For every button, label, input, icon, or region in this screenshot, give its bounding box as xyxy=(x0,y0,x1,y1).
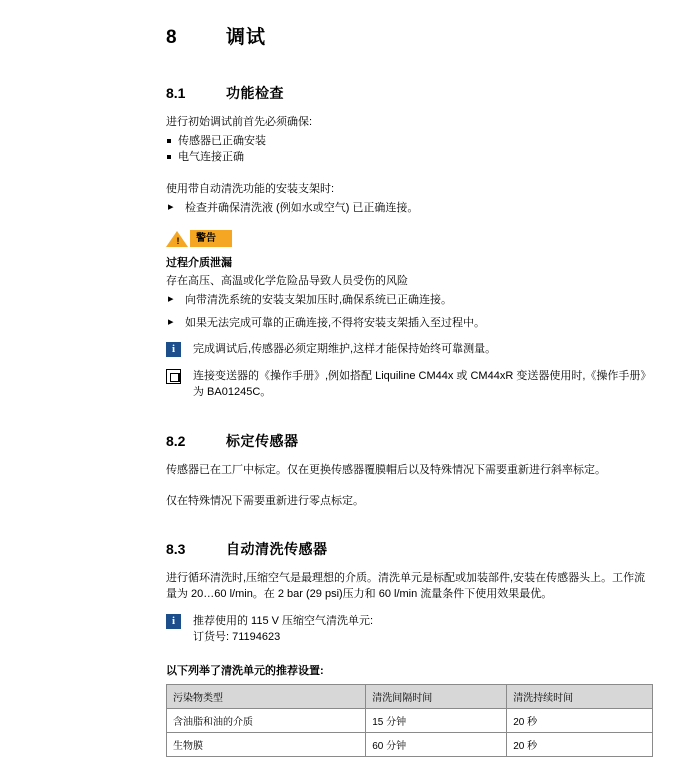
list-item: ▸ 检查并确保清洗液 (例如水或空气) 已正确连接。 xyxy=(166,200,653,217)
table-cell: 含油脂和油的介质 xyxy=(167,708,366,732)
book-icon xyxy=(166,369,181,384)
chapter-number: 8 xyxy=(166,27,177,48)
table-header-cell: 清洗持续时间 xyxy=(507,684,653,708)
table-header-cell: 清洗间隔时间 xyxy=(366,684,507,708)
document-reference-note xyxy=(166,368,653,401)
warning-action-list xyxy=(166,292,653,331)
table-cell: 生物膜 xyxy=(167,732,366,756)
section-heading-82 xyxy=(166,431,653,451)
info-note-text: 完成调试后,传感器必须定期维护,这样才能保持始终可靠测量。 xyxy=(193,343,497,356)
section-heading-83 xyxy=(166,539,653,559)
section-title-82: 标定传感器 xyxy=(226,432,299,449)
table-caption: 以下列举了清洗单元的推荐设置: xyxy=(166,664,324,677)
table-cell: 15 分钟 xyxy=(366,708,507,732)
chapter-heading xyxy=(166,22,653,49)
section-82-para1: 传感器已在工厂中标定。仅在更换传感器覆膜帽后以及特殊情况下需要重新进行斜率标定。 xyxy=(166,463,606,476)
table-header-row xyxy=(167,684,653,708)
table-cell: 20 秒 xyxy=(507,708,653,732)
cleaning-settings-table xyxy=(166,684,653,757)
list-item: ▸ 向带清洗系统的安装支架加压时,确保系统已正确连接。 xyxy=(166,292,653,309)
table-row xyxy=(167,732,653,756)
section-82-para2: 仅在特殊情况下需要重新进行零点标定。 xyxy=(166,494,364,507)
section-81-intro: 进行初始调试前首先必须确保: xyxy=(166,116,313,128)
info-icon xyxy=(166,614,181,629)
section-83-para1: 进行循环清洗时,压缩空气是最理想的介质。清洗单元是标配或加装部件,安装在传感器头上。工作流量为 20…60 l/min。在 2 bar (29 psi)压力和 60 l/min 流量条件下使用效果最优。 xyxy=(166,571,646,600)
table-cell: 20 秒 xyxy=(507,732,653,756)
section-81-para2: 使用带自动清洗功能的安装支架时: xyxy=(166,182,335,195)
document-reference-text: 连接变送器的《操作手册》,例如搭配 Liquiline CM44x 或 CM44xR 变送器使用时,《操作手册》为 BA01245C。 xyxy=(193,369,652,399)
info-note-2 xyxy=(166,613,653,646)
list-item: 传感器已正确安装 xyxy=(166,133,653,150)
table-cell: 60 分钟 xyxy=(366,732,507,756)
warning-label: 警告 xyxy=(190,230,232,247)
warning-title: 过程介质泄漏 xyxy=(166,257,232,270)
warning-body: 存在高压、高温或化学危险品导致人员受伤的风险 xyxy=(166,275,408,288)
section-number-82: 8.2 xyxy=(166,432,186,449)
info-note-2-line2: 订货号: 71194623 xyxy=(193,631,281,644)
section-81-action-list xyxy=(166,200,653,217)
warning-banner xyxy=(166,230,232,247)
info-note-1 xyxy=(166,341,653,358)
section-title-81: 功能检查 xyxy=(226,85,284,101)
info-icon xyxy=(166,342,181,357)
table-row xyxy=(167,708,653,732)
warning-triangle-icon xyxy=(166,230,190,247)
section-title-83: 自动清洗传感器 xyxy=(226,540,328,557)
section-number-81: 8.1 xyxy=(166,85,186,101)
section-number-83: 8.3 xyxy=(166,540,186,557)
section-81-bullet-list xyxy=(166,133,653,166)
chapter-title: 调试 xyxy=(226,27,267,48)
info-note-2-line1: 推荐使用的 115 V 压缩空气清洗单元: xyxy=(193,614,374,627)
list-item: ▸ 如果无法完成可靠的正确连接,不得将安装支架插入至过程中。 xyxy=(166,315,653,332)
list-item: 电气连接正确 xyxy=(166,149,653,166)
table-header-cell: 污染物类型 xyxy=(167,684,366,708)
section-heading-81 xyxy=(166,83,653,103)
